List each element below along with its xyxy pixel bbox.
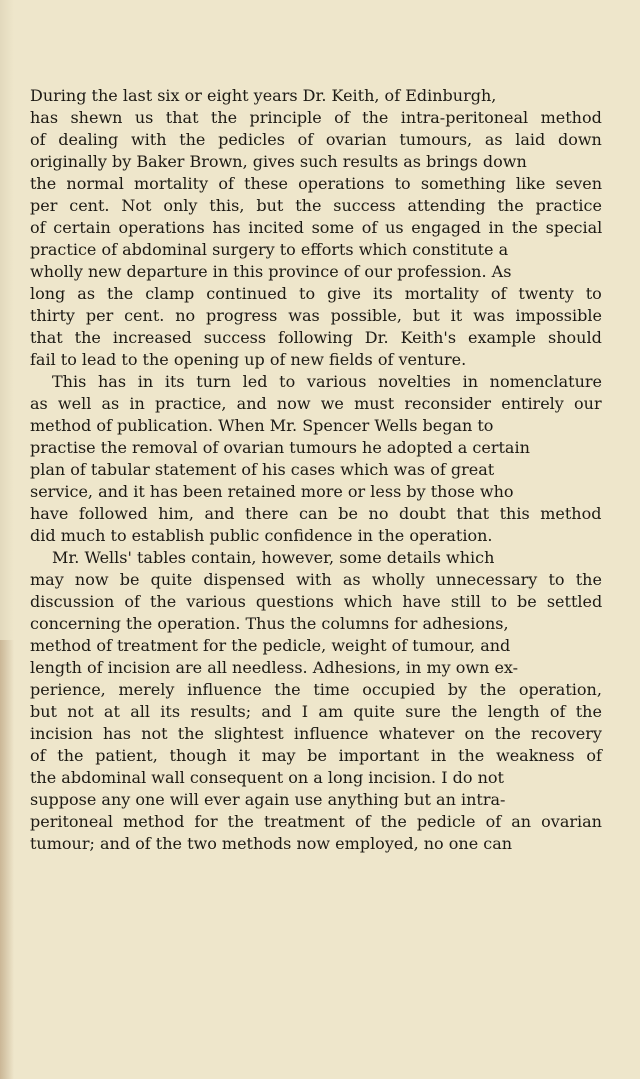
text-line: thirty per cent. no progress was possible, but it was impossible [30, 306, 602, 325]
text-line: peritoneal method for the treatment of the pedicle of an ovarian [30, 812, 602, 831]
text-line: of dealing with the pedicles of ovarian tumours, as laid down [30, 130, 602, 149]
text-line: have followed him, and there can be no doubt that this method [30, 504, 602, 523]
text-line: method of publication. When Mr. Spencer Wells began to [30, 416, 494, 435]
text-line: the abdominal wall consequent on a long incision. I do not [30, 768, 504, 787]
text-line: service, and it has been retained more or less by those who [30, 482, 514, 501]
text-line: perience, merely influence the time occupied by the operation, [30, 680, 602, 699]
text-line: tumour; and of the two methods now employed, no one can [30, 834, 513, 853]
text-line: This has in its turn led to various novelties in nomenclature [52, 372, 603, 391]
text-line: plan of tabular statement of his cases which was of great [30, 460, 495, 479]
text-line: fail to lead to the opening up of new fields of venture. [30, 350, 467, 369]
text-line: incision has not the slightest influence whatever on the recovery [30, 724, 602, 743]
text-line: practise the removal of ovarian tumours he adopted a certain [30, 438, 530, 457]
text-line: practice of abdominal surgery to efforts which constitute a [30, 240, 509, 259]
text-line: discussion of the various questions which have still to be settled [30, 592, 603, 611]
text-line: originally by Baker Brown, gives such results as brings down [30, 152, 527, 171]
text-line: Mr. Wells' tables contain, however, some details which [52, 548, 495, 567]
body-text [30, 85, 602, 855]
text-line: per cent. Not only this, but the success attending the practice [30, 196, 602, 215]
text-line: that the increased success following Dr. Keith's example should [30, 328, 602, 347]
text-line: did much to establish public confidence in the operation. [30, 526, 493, 545]
text-line: length of incision are all needless. Adhesions, in my own ex- [30, 658, 519, 677]
text-line: the normal mortality of these operations to something like seven [30, 174, 603, 193]
text-line: method of treatment for the pedicle, weight of tumour, and [30, 636, 511, 655]
text-line: has shewn us that the principle of the intra-peritoneal method [30, 108, 602, 127]
text-line: but not at all its results; and I am quite sure the length of the [30, 702, 602, 721]
text-line: During the last six or eight years Dr. Keith, of Edinburgh, [30, 86, 497, 105]
text-line: wholly new departure in this province of our profession. As [30, 262, 512, 281]
text-line: may now be quite dispensed with as wholly unnecessary to the [30, 570, 602, 589]
text-line: as well as in practice, and now we must reconsider entirely our [30, 394, 602, 413]
text-line: suppose any one will ever again use anything but an intra- [30, 790, 506, 809]
text-line: concerning the operation. Thus the columns for adhesions, [30, 614, 509, 633]
text-line: of the patient, though it may be important in the weakness of [30, 746, 602, 765]
page-edge-stain [0, 640, 14, 1079]
text-line: long as the clamp continued to give its mortality of twenty to [30, 284, 602, 303]
text-line: of certain operations has incited some of us engaged in the special [30, 218, 603, 237]
